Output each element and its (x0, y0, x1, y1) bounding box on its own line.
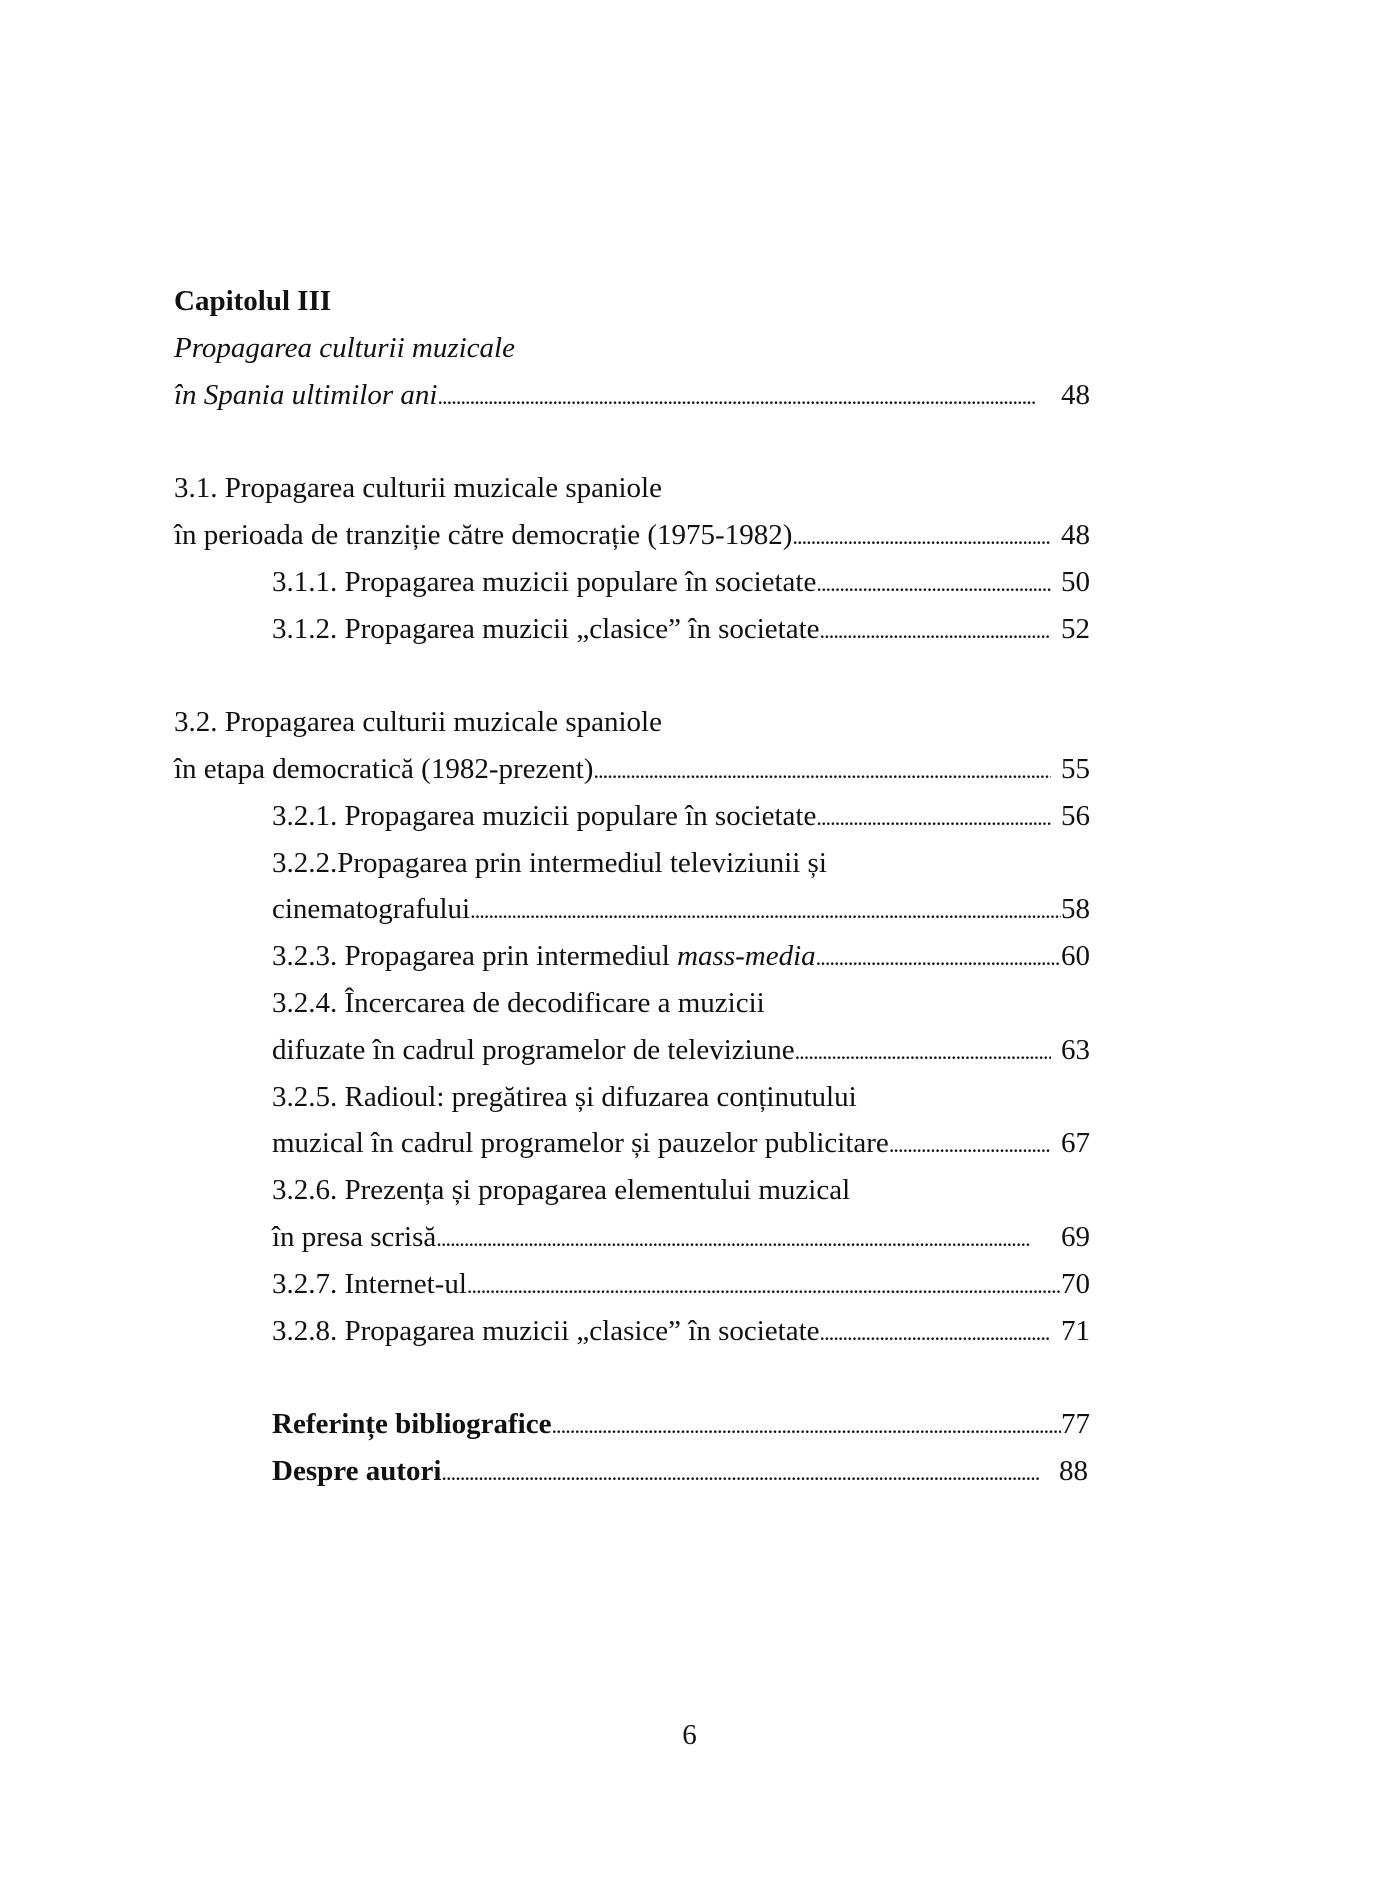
subsection-title-line: 3.2.5. Radioul: pregătirea și difuzarea conținutului (272, 1080, 857, 1113)
page-ref: 55 (1061, 752, 1090, 785)
subsection-title-row (174, 980, 1090, 1027)
subsection-title-italic: mass-media (677, 940, 816, 973)
section-title-row (174, 699, 1090, 746)
about-authors-title: Despre autori (272, 1454, 442, 1487)
section-title-last-line: în perioada de tranziție către democrație (1975-1982) (174, 518, 793, 551)
subsection-title-row (174, 1167, 1090, 1214)
chapter-label-row (174, 278, 1090, 325)
dot-leader (470, 888, 1061, 935)
dot-leader (441, 1450, 1059, 1497)
toc-entry-3-1-1[interactable] (174, 559, 1090, 606)
toc-entry-3-1-2[interactable] (174, 606, 1090, 653)
dot-leader (816, 561, 1051, 608)
subsection-title: 3.2.1. Propagarea muzicii populare în societate (272, 799, 817, 832)
page-ref: 70 (1061, 1267, 1090, 1300)
dot-leader (593, 748, 1051, 795)
dot-leader (436, 1216, 1031, 1263)
subsection-title: 3.1.2. Propagarea muzicii „clasice” în societate (272, 612, 820, 645)
subsection-title: 3.2.7. Internet-ul (272, 1267, 467, 1300)
subsection-title-last-line: cinematografului (272, 893, 471, 926)
dot-leader (437, 374, 1061, 421)
toc-entry-about-authors[interactable] (174, 1448, 1088, 1495)
subsection-title-line: 3.2.4. Încercarea de decodificare a muzicii (272, 986, 765, 1019)
subsection-title-last-line: muzical în cadrul programelor și pauzelor publicitare (272, 1127, 889, 1160)
page-ref: 67 (1061, 1127, 1090, 1160)
page-ref: 71 (1061, 1314, 1090, 1347)
table-of-contents (174, 278, 1090, 1495)
toc-entry-3-2-6[interactable] (174, 1214, 1090, 1261)
page-ref: 58 (1061, 893, 1090, 926)
subsection-title-row (174, 1074, 1090, 1121)
dot-leader (820, 608, 1051, 655)
chapter-title-row-1 (174, 325, 1090, 372)
page-ref: 63 (1061, 1033, 1090, 1066)
section-title-last-line: în etapa democratică (1982-prezent) (174, 752, 594, 785)
toc-entry-3-2-5[interactable] (174, 1120, 1090, 1167)
toc-entry-3-2[interactable] (174, 746, 1090, 793)
toc-entry-3-1[interactable] (174, 512, 1090, 559)
page-ref: 52 (1061, 612, 1090, 645)
spacer (174, 652, 1090, 699)
subsection-title-line: 3.2.6. Prezența și propagarea elementului muzical (272, 1174, 851, 1207)
dot-leader (795, 1029, 1051, 1076)
page-ref: 50 (1061, 565, 1090, 598)
subsection-title: 3.2.8. Propagarea muzicii „clasice” în societate (272, 1314, 820, 1347)
toc-entry-3-2-7[interactable] (174, 1261, 1090, 1308)
page-ref: 48 (1061, 378, 1090, 411)
toc-entry-3-2-4[interactable] (174, 1027, 1090, 1074)
references-title: Referințe bibliografice (272, 1408, 552, 1441)
page-ref: 48 (1061, 518, 1090, 551)
page-number: 6 (682, 1719, 697, 1751)
section-title-row (174, 465, 1090, 512)
page-ref: 56 (1061, 799, 1090, 832)
subsection-title-line: 3.2.2.Propagarea prin intermediul televiziunii și (272, 846, 827, 879)
toc-entry-references[interactable] (174, 1401, 1090, 1448)
toc-entry-3-2-8[interactable] (174, 1308, 1090, 1355)
dot-leader (816, 795, 1051, 842)
spacer (174, 418, 1090, 465)
dot-leader (816, 935, 1061, 982)
section-title-line: 3.1. Propagarea culturii muzicale spaniole (174, 472, 662, 505)
subsection-title: 3.1.1. Propagarea muzicii populare în societate (272, 565, 817, 598)
section-title-line: 3.2. Propagarea culturii muzicale spaniole (174, 706, 662, 739)
dot-leader (820, 1310, 1051, 1357)
chapter-label: Capitolul III (174, 285, 332, 317)
page-ref: 88 (1059, 1454, 1088, 1487)
page-ref: 69 (1061, 1220, 1090, 1253)
subsection-title-prefix: 3.2.3. Propagarea prin intermediul (272, 940, 678, 973)
subsection-title-last-line: difuzate în cadrul programelor de televiziune (272, 1033, 795, 1066)
chapter-title-line-1: Propagarea culturii muzicale (174, 331, 515, 364)
dot-leader (889, 1122, 1051, 1169)
toc-entry-3-2-1[interactable] (174, 793, 1090, 840)
dot-leader (551, 1403, 1061, 1450)
dot-leader (467, 1263, 1061, 1310)
toc-entry-3-2-3[interactable] (174, 933, 1090, 980)
subsection-title-row (174, 840, 1090, 887)
toc-entry-3-2-2[interactable] (174, 886, 1090, 933)
spacer (174, 1354, 1090, 1401)
subsection-title (272, 933, 816, 980)
toc-entry-chapter[interactable] (174, 372, 1090, 419)
chapter-title-line-2: în Spania ultimilor ani (174, 378, 438, 411)
subsection-title-last-line: în presa scrisă (272, 1220, 437, 1253)
page-ref: 77 (1061, 1408, 1090, 1441)
page-ref: 60 (1061, 940, 1090, 973)
dot-leader (792, 514, 1051, 561)
